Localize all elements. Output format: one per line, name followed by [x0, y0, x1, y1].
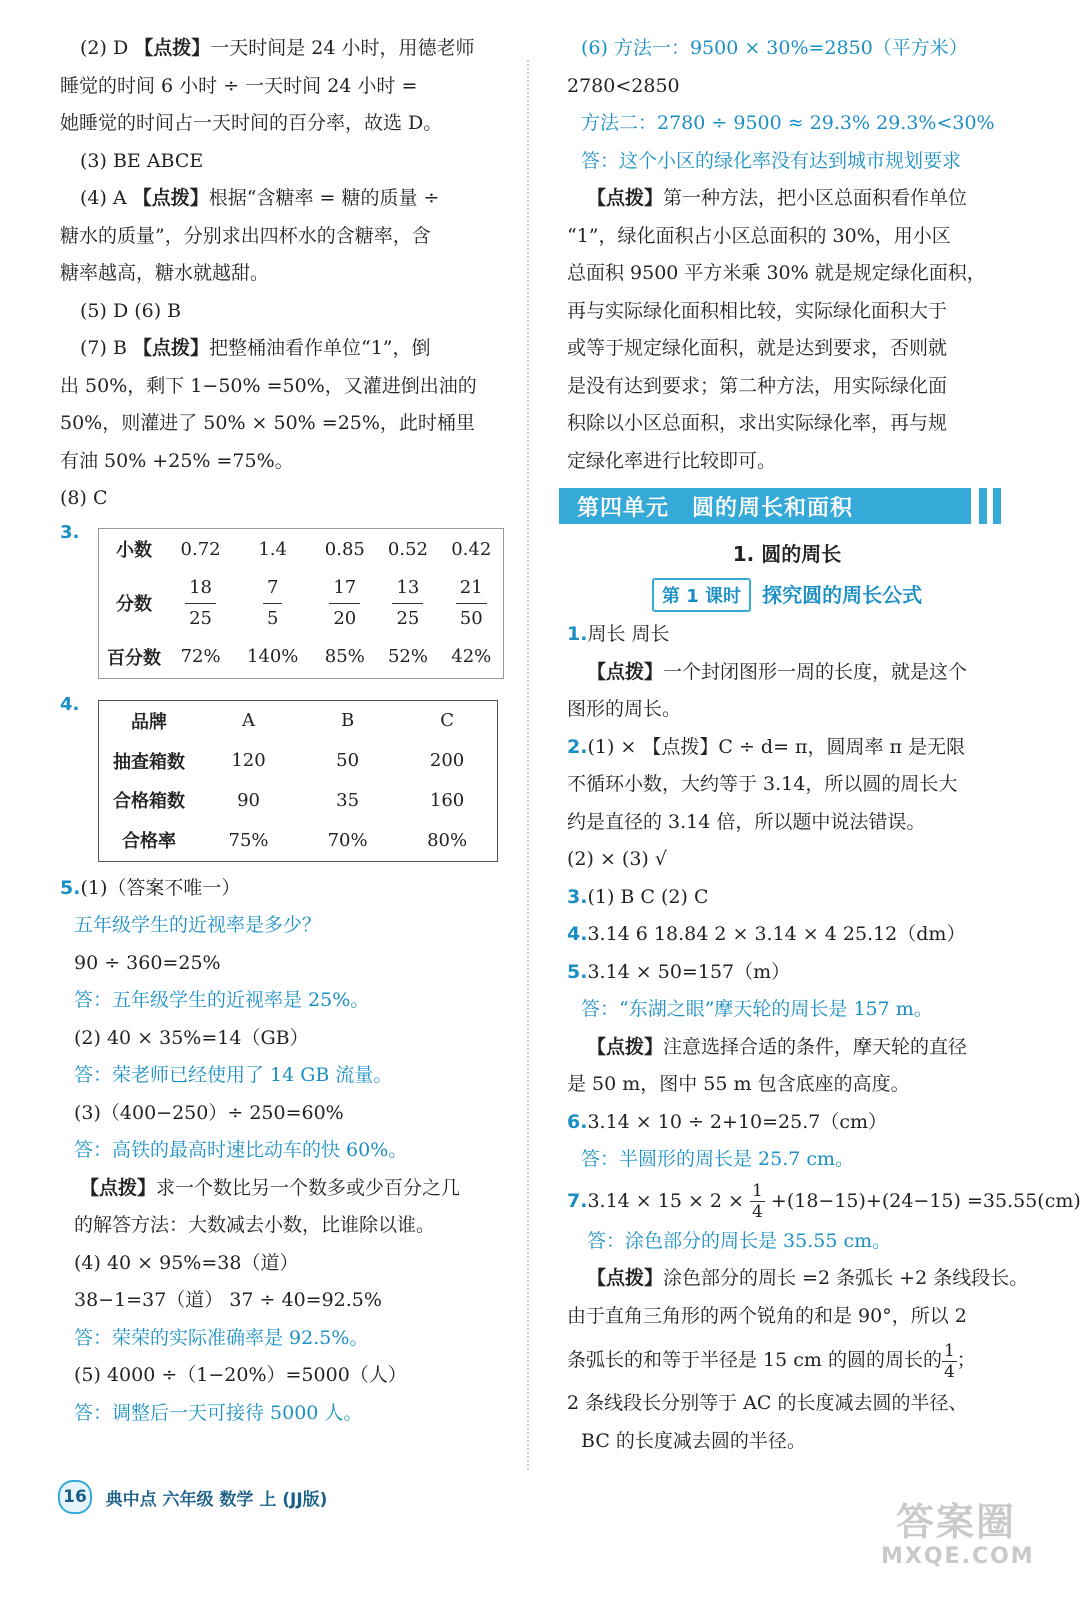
question-7-formula: 7.3.14 × 15 × 2 × $\frac{1}{4}$ +(18−15)+(24−15) =35.55(cm)	[567, 1181, 1081, 1222]
answer-line: 【点拨】注意选择合适的条件，摩天轮的直径	[587, 1035, 968, 1058]
fraction: $\frac{13}{25}$	[392, 573, 423, 634]
answer-line: 图形的周长。	[567, 698, 682, 720]
table-cell: 52%	[387, 646, 428, 668]
answer-line: 【点拨】一个封闭图形一周的长度，就是这个	[587, 660, 968, 683]
unit-banner	[567, 488, 1007, 524]
answer-line: 3.(1) B C (2) C	[567, 885, 709, 908]
answer-line: (3)（400−250）÷ 250=60%	[74, 1101, 344, 1124]
question-7-tip: 【点拨】涂色部分的周长 =2 条弧长 +2 条线段长。	[587, 1267, 1029, 1289]
row-label: 合格率	[122, 831, 176, 853]
question-3-table-block	[60, 522, 520, 684]
answer-line: (4) 40 × 95%=38（道）	[74, 1251, 299, 1274]
question-4-table-block	[60, 694, 520, 866]
answer-line: 积除以小区总面积，求出实际绿化率，再与规	[567, 412, 948, 434]
book-title: 典中点 六年级 数学 上 (JJ版)	[105, 1489, 328, 1510]
fraction: $\frac{21}{50}$	[456, 573, 487, 634]
answer-line: (2) × (3) √	[567, 848, 667, 870]
question-5-answers	[60, 870, 520, 1433]
row-label: 小数	[116, 540, 152, 562]
answer-line: 五年级学生的近视率是多少？	[74, 914, 322, 936]
table-header-row	[99, 700, 498, 741]
question-number: 3.	[60, 521, 80, 543]
answer-line: 答：“东湖之眼”摩天轮的周长是 157 m。	[581, 998, 933, 1020]
table-cell: 35	[336, 789, 360, 811]
table-row	[99, 528, 504, 570]
question-7-line: 2 条线段长分别等于 AC 的长度减去圆的半径、	[567, 1392, 968, 1414]
answer-line: “1”，绿化面积占小区总面积的 30%，用小区	[567, 224, 951, 247]
answer-line: (5) D (6) B	[80, 299, 182, 322]
table-cell: 120	[231, 750, 266, 772]
answer-line: 再与实际绿化面积相比较，实际绿化面积大于	[567, 299, 948, 322]
column-header: C	[440, 710, 454, 732]
table-cell	[169, 570, 232, 636]
site-watermark: 答案圈 MXQE.COM	[881, 1500, 1035, 1569]
answer-line: (2) D 【点拨】一天时间是 24 小时，用德老师	[80, 37, 475, 59]
answer-line: 是没有达到要求；第二种方法，用实际绿化面	[567, 374, 948, 397]
answer-line: 出 50%，剩下 1−50% =50%，又灌进倒出油的	[60, 374, 477, 397]
answer-line: 【点拨】第一种方法，把小区总面积看作单位	[587, 187, 968, 209]
answer-line: (6) 方法一：9500 × 30%=2850（平方米）	[581, 37, 968, 59]
answer-line: 答：调整后一天可接待 5000 人。	[74, 1401, 363, 1424]
answer-line: 6.3.14 × 10 ÷ 2+10=25.7（cm）	[567, 1110, 888, 1133]
answer-line: (7) B 【点拨】把整桶油看作单位“1”，倒	[80, 337, 431, 359]
answer-line: (5) 4000 ÷（1−20%）=5000（人）	[74, 1364, 407, 1386]
table-cell: 0.85	[324, 538, 365, 560]
table-row	[99, 570, 504, 636]
answer-line: 她睡觉的时间占一天时间的百分率，故选 D。	[60, 112, 443, 134]
table-cell: 75%	[228, 829, 269, 851]
fraction: $\frac{1}{4}$	[752, 1181, 763, 1222]
table-cell: 0.52	[387, 538, 428, 560]
table-cell: 42%	[451, 646, 492, 668]
lesson-tag: 第 1 课时	[652, 578, 751, 612]
answer-line: 答：这个小区的绿化率没有达到城市规划要求	[581, 149, 962, 172]
column-header: A	[242, 710, 256, 732]
fraction: $\frac{18}{25}$	[185, 573, 216, 634]
table-cell: 72%	[180, 646, 221, 668]
question-7-line: BC 的长度减去圆的半径。	[581, 1429, 806, 1452]
table-cell: 200	[429, 750, 465, 772]
answer-line: 是 50 m，图中 55 m 包含底座的高度。	[567, 1073, 910, 1095]
answer-line: 方法二：2780 ÷ 9500 ≈ 29.3% 29.3%<30%	[581, 112, 995, 134]
answer-line: 答：高铁的最高时速比动车的快 60%。	[74, 1139, 408, 1161]
column-header: B	[341, 710, 355, 732]
table-row	[99, 820, 498, 861]
unit-title: 第四单元 圆的周长和面积	[577, 496, 854, 521]
answer-line: 90 ÷ 360=25%	[74, 951, 221, 974]
right-bottom-answers	[567, 616, 1007, 1179]
question-4-table	[98, 700, 498, 862]
right-column	[567, 30, 1081, 1460]
answer-line: 4.3.14 6 18.84 2 × 3.14 × 4 25.12（dm）	[567, 923, 966, 945]
question-number: 4.	[60, 693, 80, 715]
table-cell	[232, 570, 313, 636]
fraction: $\frac{7}{5}$	[263, 573, 282, 634]
table-cell: 140%	[246, 646, 299, 668]
answer-line: 约是直径的 3.14 倍，所以题中说法错误。	[567, 810, 926, 833]
table-cell: 0.42	[451, 538, 492, 560]
answer-line: 糖水的质量”，分别求出四杯水的含糖率，含	[60, 224, 431, 247]
lesson-title: 探究圆的周长公式	[762, 583, 923, 607]
table-cell	[440, 570, 504, 636]
table-row	[99, 780, 498, 820]
table-cell: 90	[237, 789, 260, 811]
answer-line: 答：五年级学生的近视率是 25%。	[74, 989, 370, 1011]
table-cell	[376, 570, 439, 636]
answer-line: 不循环小数，大约等于 3.14，所以圆的周长大	[567, 773, 958, 795]
lesson-heading	[567, 578, 1007, 616]
answer-line: 【点拨】求一个数比另一个数多或少百分之几	[80, 1176, 461, 1199]
answer-line: 或等于规定绿化面积，就是达到要求，否则就	[567, 337, 948, 359]
table-cell: 85%	[324, 646, 365, 668]
answer-line: 5.(1)（答案不唯一）	[60, 876, 241, 899]
answer-line: 定绿化率进行比较即可。	[567, 449, 777, 472]
answer-line: 2.(1) × 【点拨】C ÷ d= π，圆周率 π 是无限	[567, 735, 966, 758]
column-divider	[527, 60, 529, 1470]
column-header: 品牌	[131, 711, 167, 733]
table-cell	[313, 570, 376, 636]
question-7-line: 条弧长的和等于半径是 15 cm 的圆的周长的 $\frac{1}{4}$ ；	[567, 1340, 976, 1382]
question-3-table	[98, 528, 504, 679]
answer-line: 有油 50% +25% =75%。	[60, 449, 294, 472]
question-7-line: 由于直角三角形的两个锐角的和是 90°，所以 2	[567, 1304, 967, 1327]
row-label: 分数	[116, 594, 152, 615]
page-footer	[58, 1480, 327, 1512]
answer-line: 2780<2850	[567, 74, 680, 97]
answer-line: (4) A 【点拨】根据“含糖率 = 糖的质量 ÷	[80, 187, 440, 209]
answer-line: 睡觉的时间 6 小时 ÷ 一天时间 24 小时 =	[60, 74, 418, 97]
answer-line: 1.周长 周长	[567, 623, 670, 645]
answer-line: 答：荣老师已经使用了 14 GB 流量。	[74, 1064, 393, 1086]
page-number: 16	[58, 1480, 92, 1514]
table-cell: 70%	[327, 829, 368, 851]
answer-line: 糖率越高，糖水就越甜。	[60, 262, 270, 284]
section-title: 1. 圆的周长	[732, 542, 842, 566]
table-row	[99, 741, 498, 781]
answer-line: 的解答方法：大数减去小数，比谁除以谁。	[74, 1214, 436, 1236]
table-row	[99, 636, 504, 678]
left-answer-lines	[60, 30, 520, 518]
left-column	[60, 30, 520, 1432]
question-7-answer: 答：涂色部分的周长是 35.55 cm。	[587, 1229, 892, 1252]
row-label: 百分数	[107, 647, 161, 669]
answer-line: (8) C	[60, 487, 108, 509]
answer-line: 答：半圆形的周长是 25.7 cm。	[581, 1148, 855, 1170]
table-cell: 160	[429, 789, 465, 811]
fraction: $\frac{17}{20}$	[329, 573, 360, 634]
table-cell: 0.72	[180, 538, 221, 560]
right-top-answers	[567, 30, 1007, 480]
row-label: 抽查箱数	[113, 751, 185, 773]
fraction: $\frac{1}{4}$	[943, 1340, 955, 1382]
row-label: 合格箱数	[113, 791, 185, 813]
answer-line: (2) 40 × 35%=14（GB）	[74, 1026, 309, 1049]
answer-line: 总面积 9500 平方米乘 30% 就是规定绿化面积，	[567, 262, 986, 284]
answer-line: 5.3.14 × 50=157（m）	[567, 960, 791, 983]
answer-line: (3) BE ABCE	[80, 149, 204, 172]
answer-line: 50%，则灌进了 50% × 50% =25%，此时桶里	[60, 412, 475, 434]
answer-line: 答：荣荣的实际准确率是 92.5%。	[74, 1326, 369, 1349]
table-cell: 50	[336, 750, 360, 772]
table-cell: 1.4	[258, 538, 287, 560]
table-cell: 80%	[427, 829, 468, 851]
answer-line: 38−1=37（道） 37 ÷ 40=92.5%	[74, 1289, 382, 1311]
